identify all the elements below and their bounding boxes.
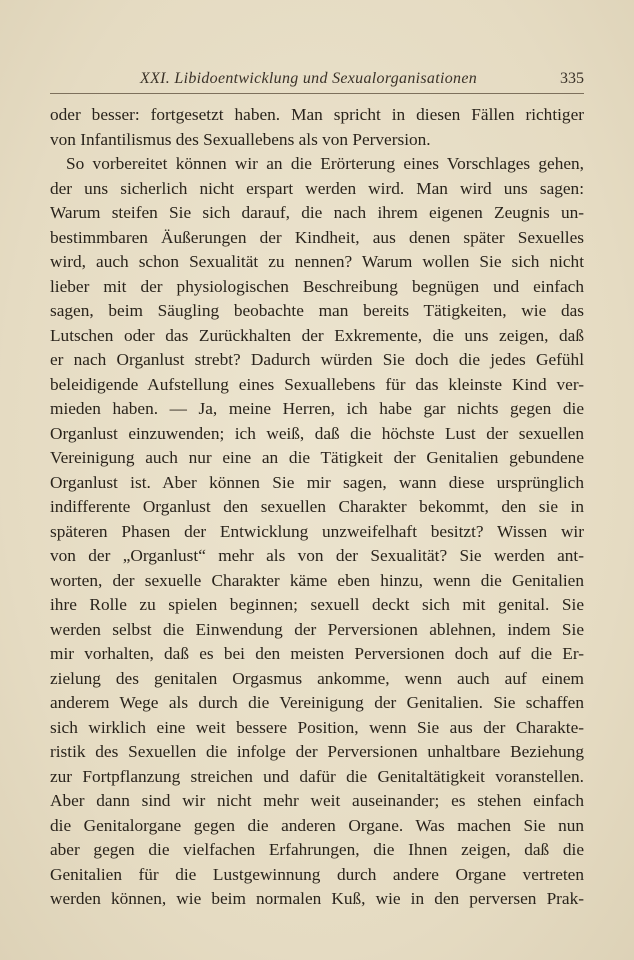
text-line: zur Fortpflanzung streichen und dafür die Genitaltätigkeit voranstellen. bbox=[50, 766, 584, 786]
text-line: Organlust einzuwenden; ich weiß, daß die höchste Lust der sexuellen bbox=[50, 423, 584, 443]
text-line: Vereinigung auch nur eine an die Tätigkeit der Genitalien gebundene bbox=[50, 448, 584, 467]
text-line: Aber dann sind wir nicht mehr weit auseinander; es stehen einfach bbox=[50, 791, 584, 810]
text-line: Organlust ist. Aber können Sie mir sagen, wann diese ursprünglich bbox=[50, 472, 584, 492]
running-header bbox=[50, 70, 584, 92]
text-line: späteren Phasen der Entwicklung unzweifelhaft besitzt? Wissen wir bbox=[50, 521, 584, 541]
text-line: lieber mit der physiologischen Beschreibung begnügen und einfach bbox=[50, 276, 584, 296]
text-line: werden können, wie beim normalen Kuß, wie in den perversen Prak- bbox=[50, 889, 584, 908]
text-line: bestimmbaren Äußerungen der Kindheit, aus denen später Sexuelles bbox=[50, 227, 584, 247]
body-text bbox=[50, 103, 584, 912]
text-line: wird, auch schon Sexualität zu nennen? Warum wollen Sie sich nicht bbox=[50, 252, 584, 271]
text-line: So vorbereitet können wir an die Erörterung eines Vorschlages gehen, bbox=[66, 154, 584, 173]
text-line: anderem Wege als durch die Vereinigung der Genitalien. Sie schaffen bbox=[50, 693, 584, 712]
text-line: beleidigende Aufstellung eines Sexuallebens für das kleinste Kind ver- bbox=[50, 374, 584, 394]
header-rule bbox=[50, 93, 584, 94]
text-line: von der „Organlust“ mehr als von der Sexualität? Sie werden ant- bbox=[50, 546, 584, 565]
text-line: sich wirklich eine weit bessere Position, wenn Sie aus der Charakte- bbox=[50, 717, 584, 737]
text-line: Warum steifen Sie sich darauf, die nach ihrem eigenen Zeugnis un- bbox=[50, 203, 584, 222]
text-line: ristik des Sexuellen die infolge der Perversionen unhaltbare Beziehung bbox=[50, 742, 584, 761]
text-line: mir vorhalten, daß es bei den meisten Perversionen doch auf die Er- bbox=[50, 644, 584, 663]
chapter-title: XXI. Libidoentwicklung und Sexualorganisationen bbox=[140, 70, 478, 87]
text-line: werden selbst die Einwendung der Perversionen ablehnen, indem Sie bbox=[50, 619, 584, 639]
text-line: mieden haben. — Ja, meine Herren, ich habe gar nichts gegen die bbox=[50, 399, 584, 418]
text-line: zielung des genitalen Orgasmus ankomme, wenn auch auf einem bbox=[50, 668, 584, 688]
text-line: worten, der sexuelle Charakter käme eben hinzu, wenn die Genitalien bbox=[50, 570, 584, 590]
text-line: Lutschen oder das Zurückhalten der Exkremente, die uns zeigen, daß bbox=[50, 325, 584, 345]
text-line: ihre Rolle zu spielen beginnen; sexuell deckt sich mit genital. Sie bbox=[50, 595, 584, 614]
text-line: die Genitalorgane gegen die anderen Organe. Was machen Sie nun bbox=[50, 815, 584, 835]
text-line: Genitalien für die Lustgewinnung durch andere Organe vertreten bbox=[50, 864, 584, 884]
text-line: aber gegen die vielfachen Erfahrungen, die Ihnen zeigen, daß die bbox=[50, 840, 584, 859]
text-line: von Infantilismus des Sexuallebens als von Perversion. bbox=[50, 129, 431, 149]
text-line: er nach Organlust strebt? Dadurch würden Sie doch die jedes Gefühl bbox=[50, 350, 584, 369]
text-line: indifferente Organlust den sexuellen Charakter bekommt, den sie in bbox=[50, 497, 584, 516]
text-line: der uns sicherlich nicht erspart werden wird. Man wird uns sagen: bbox=[50, 178, 584, 198]
text-line: oder besser: fortgesetzt haben. Man spricht in diesen Fällen richtiger bbox=[50, 105, 584, 124]
page-number: 335 bbox=[560, 70, 584, 87]
text-line: sagen, beim Säugling beobachte man bereits Tätigkeiten, wie das bbox=[50, 301, 584, 320]
